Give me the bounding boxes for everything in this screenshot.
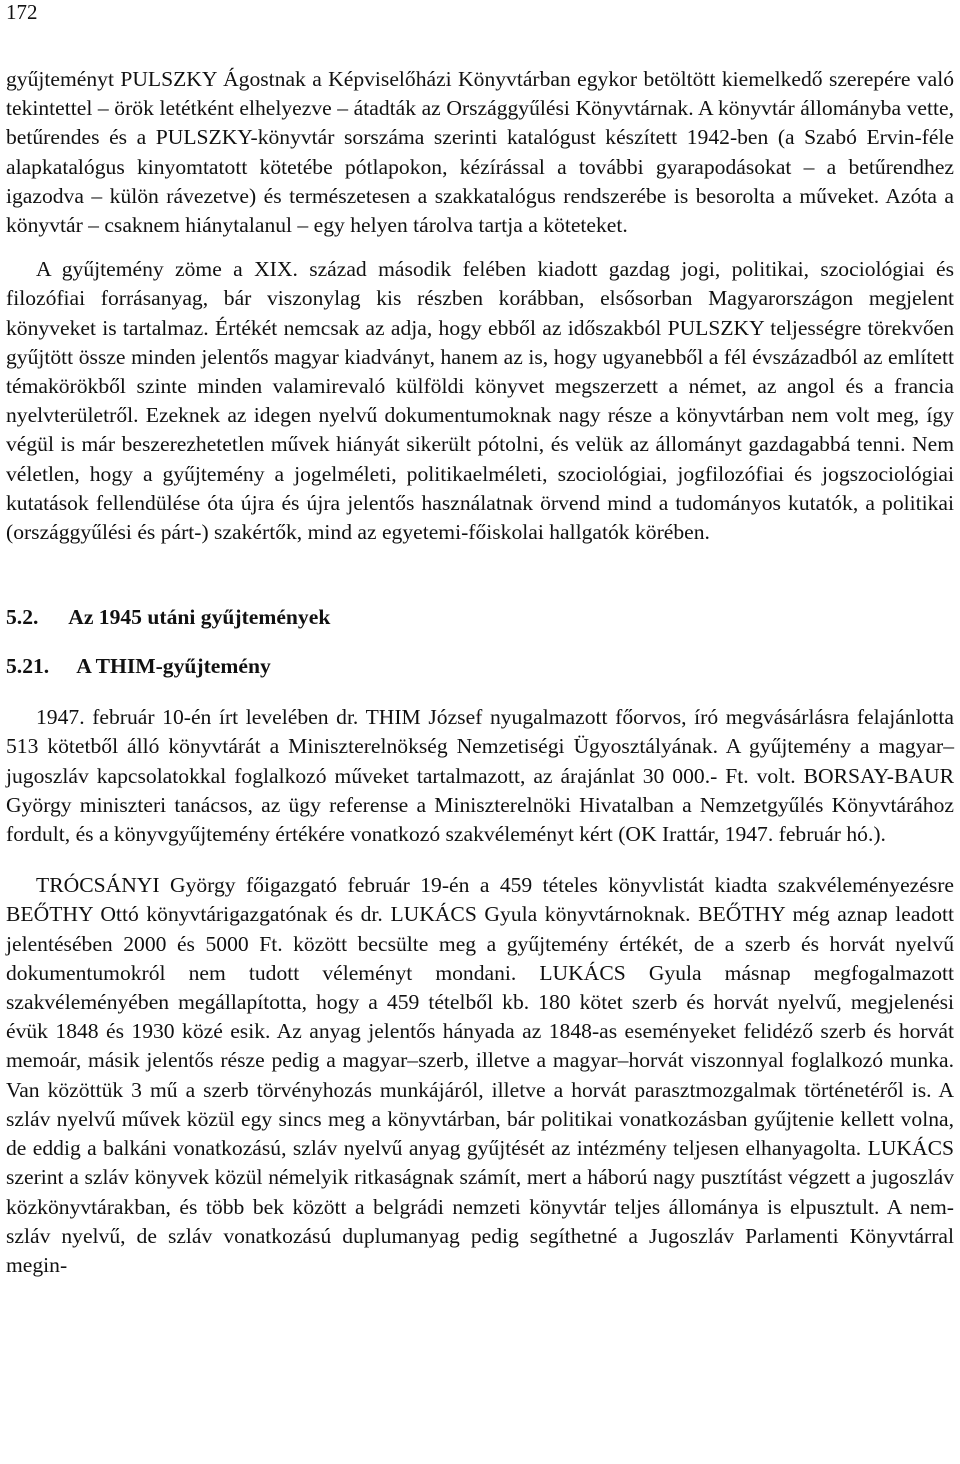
paragraph: A gyűjtemény zöme a XIX. század második felében kiadott gazdag jogi, politikai, szociológiai és filozófiai forrásanyag, bár viszonylag kis részben korábban, elsősorban Magyarországon megjelent könyveket is tartalmaz. Értékét nemcsak az adja, hogy ebből az időszakból PULSZKY teljességre törekvően gyűjtött össze minden jelentős magyar kiadványt, hanem az is, hogy ugyanebből a fél évszázadból az említett témakörökből szinte minden valamirevaló külföldi könyvet megszerzett a német, az angol és a francia nyelvterületről. Ezeknek az idegen nyelvű dokumentumoknak nagy része a könyvtárban nem volt meg, így végül is már beszerezhetetlen művek hiányát sikerült pótolni, és velük az állományt gazdagabbá tenni. Nem véletlen, hogy a gyűjtemény a jogelméleti, politikaelméleti, szociológiai, jogfilozófiai és jogszociológiai kutatások fellendülése óta újra és újra jelentős használatnak örvend mind a tudományos kutatók, a politikai (országgyűlési és párt-) szakértők, mind az egyetemi-főiskolai hallgatók körében. (6, 257, 954, 545)
section-heading (6, 603, 954, 632)
paragraph: TRÓCSÁNYI György főigazgató február 19-én a 459 tételes könyvlistát kiadta szakvéleményezésre BEŐTHY Ottó könyvtárigazgatónak és dr. LUKÁCS Gyula könyvtárnoknak. BEŐTHY még aznap leadott jelentésében 2000 és 5000 Ft. között becsülte meg a gyűjtemény értékét, de a szerb és horvát nyelvű dokumentumokról nem tudott véleményt mondani. LUKÁCS Gyula másnap megfogalmazott szakvéleményében megállapította, hogy a 459 tételből kb. 180 kötet szerb és horvát nyelvű, megjelenési évük 1848 és 1930 közé esik. Az anyag jelentős hányada az 1848-as eseményeket felidéző szerb és horvát memoár, másik jelentős része pedig a magyar–szerb, illetve a magyar–horvát viszonnyal foglalkozó munka. Van közöttük 3 mű a szerb törvényhozás munkájáról, illetve a horvát parasztmozgalmak történetéről is. A szláv nyelvű művek közül egy sincs meg a könyvtárban, bár politikai vonatkozásban gyűjtenie kellett volna, de eddig a balkáni vonatkozású, szláv nyelvű anyag gyűjtését az intézmény teljesen elhanyagolta. LUKÁCS szerint a szláv könyvek közül némelyik ritkaságnak számít, mert a háború nagy pusztítást végzett a jugoszláv közkönyvtárakban, és több bek között a belgrádi nemzeti könyvtár teljes állománya is elpusztult. A nem-szláv nyelvű, de szláv vonatkozású duplumanyag pedig segíthetné a Jugoszláv Parlamenti Könyvtárral megin- (6, 873, 954, 1277)
section-title: Az 1945 utáni gyűjtemények (68, 605, 331, 630)
paragraph: 1947. február 10-én írt levelében dr. THIM József nyugalmazott főorvos, író megvásárlásra felajánlotta 513 kötetből álló könyvtárát a Miniszterelnökség Nemzetiségi Ügyosztályának. A gyűjtemény a magyar–jugoszláv kapcsolatokkal foglalkozó műveket tartalmazott, az árajánlat 30 000.- Ft. volt. BORSAY-BAUR György miniszteri tanácsos, az ügy referense a Miniszterelnöki Hivatalban a Nemzetgyűlés Könyvtárához fordult, és a könyvgyűjtemény értékére vonatkozó szakvéleményt kért (OK Irattár, 1947. február hó.). (6, 705, 954, 847)
subsection-number: 5.21. (6, 654, 50, 679)
subsection-heading (6, 652, 954, 681)
subsection-title: A THIM-gyűjtemény (76, 654, 271, 679)
section-number: 5.2. (6, 605, 39, 630)
page-body (6, 65, 954, 1280)
paragraph-continuation: gyűjteményt PULSZKY Ágostnak a Képviselőházi Könyvtárban egykor betöltött kiemelkedő szerepére való tekintettel – örök letétként elhelyezve – átadták az Országgyűlési Könyvtárnak. A könyvtár állományba vette, betűrendes és a PULSZKY-könyvtár sorszáma szerinti katalógust készített 1942-ben (a Szabó Ervin-féle alapkatalógus kinyomtatott kötetébe pótlapokon, kézírással a további gyarapodásokat – a betűrendhez igazodva – külön rávezetve) és természetesen a szakkatalógus rendszerébe is besorolta a műveket. Azóta a könyvtár – csaknem hiánytalanul – egy helyen tárolva tartja a köteteket. (6, 67, 954, 238)
page-number: 172 (6, 0, 38, 24)
